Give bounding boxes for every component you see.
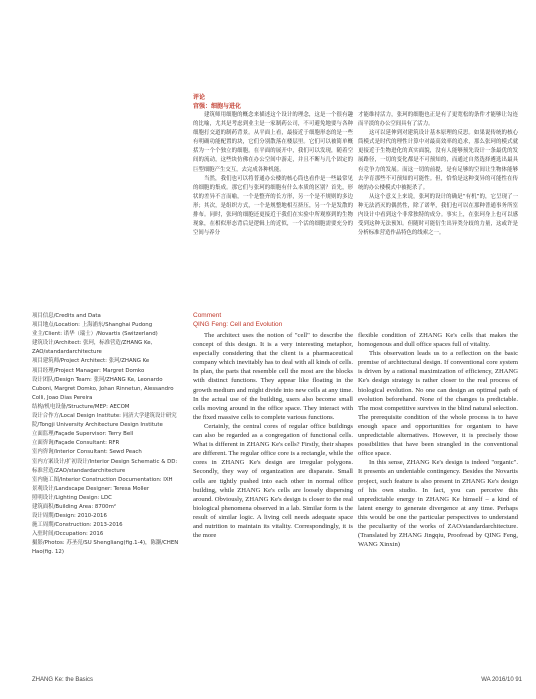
credits-line: 设计合作方/Local Design Institute: 同济大学建筑设计研究院/Tongji University Architecture Design Institute (32, 413, 177, 429)
credits-line: 建筑面积/Building Area: 8700m² (32, 503, 117, 510)
credits-line: 室内施工图/Interior Construction Documentation: IXH (32, 476, 173, 483)
cn-paragraph: 当然，我们也可以将普通办公楼的核心筒也看作是一些最常见的细胞的集成。那它们与张珂的细胞有什么本质的区别？首先，形状的差异不言而喻，一个是整齐的长方形，另一个是不规则的多边形；其次，是组织方式，一个是规整地相互挤压，另一个是发散的排布。同时，张珂的细胞还更接近于我们在实验中所观察到的生物现象，在相似形态背后是逻辑上的近似，一个活的细胞需要充分的空间与养分 (193, 175, 353, 237)
credits-line: 摄影/Photos: 苏圣亮/SU Shengliang(fig.1-4)，陈灏/CHEN Hao(fig. 12) (32, 540, 179, 556)
en-paragraph: The architect uses the notion of "cell" to describe the concept of this design. It is a very interesting metaphor, especially considering that the client is a pharmaceutical company which inevitably has to deal with all kinds of cells. In plan, the parts that resemble cell the most are the blocks with distinct functions. They appear like floating in the growth medium and might divide into new cells at any time. In the actual use of the building, users also become small cells moving around in the office space. They interact with the fixed massive cells to complete various functions. (193, 332, 353, 421)
credits-line: 结构/机电设备/Structure/MEP: AECOM (32, 403, 130, 410)
credits-line: 项目信息/Credits and Data (32, 313, 101, 319)
credits-line: 设计周期/Design: 2010-2016 (32, 513, 107, 520)
cn-paragraph: 才能维持活力，张珂的细胞也正是有了更宽松的条件才能够让勾连而平淡的办公空间具有了活力。 (358, 112, 518, 128)
credits-line: 景观设计/Landscape Designer: Teresa Moller (32, 485, 150, 492)
page-number: WA 2016/10 91 (481, 677, 522, 683)
credits-line: 项目地点/Location: 上海浦东/Shanghai Pudong (32, 322, 153, 329)
running-footer-title: ZHANG Ke: the Basics (32, 677, 94, 683)
en-comment-heading: Comment (193, 312, 222, 319)
cn-paragraph: 建筑师用细胞的概念来描述这个设计的理念，这是一个很有趣的比喻，尤其是考虑到业主是一家制药公司，不可避免地要与各种细胞打交道的制药背景。从平面上看，最接近于细胞形态的是一些有明确功能配置的块，它们分别散落在楼层里。它们可以被简单概括为一个个独立的细胞。在平面的展开中，我们可以发现，随着空间的流动，这些块仿佛在办公空间中游走，并且不断与几个固定的巨型细胞产生交互，去完成各种机能。 (193, 112, 353, 173)
cn-text-column-1 (193, 111, 353, 238)
credits-line: 立面监理/Façade Supervisor: Terry Bell (32, 431, 134, 438)
en-paragraph: flexible condition of ZHANG Ke's cells that makes the homogenous and dull office spaces full of vitality. (358, 332, 518, 349)
credits-line: 设计团队/Design Team: 张珂/ZHANG Ke, Leonardo Cuboni, Margret Domko, Johan Rinnetun, Alessandro Colli, Joao Dias Pereira (32, 376, 174, 401)
en-comment-subtitle: QING Feng: Cell and Evolution (193, 321, 283, 328)
en-paragraph: In this sense, ZHANG Ke's design is indeed "organic". It presents an undeniable contingency. Besides the Novartis project, such feature is also present in ZHANG Ke's design of his own studio. In fact, you can perceive this unpredictable energy in ZHANG Ke himself – a kind of latent energy to generate divergence at any time. Perhaps this would be one the particular perspectives to understand the peculiarity of the works of ZAO/standardarchitecture. (Translated by ZHANG Jingqiu, Proofread by QING Feng, WANG Xinxin) (358, 459, 518, 549)
cn-text-column-2 (358, 111, 518, 238)
en-text-column-1 (193, 331, 353, 540)
en-paragraph: This observation leads us to a reflection on the basic premise of architectural design. If conventional core system is driven by a rational maximization of efficiency, ZHANG Ke's design strategy is rather closer to the real process of biological evolution. No one can design an optimal path of evolution beforehand. None of the changes is predictable. The most competitive survives in the blind natural selection. The prerequisite condition of the whole process is to have enough space and opportunities for organism to have unpredictable alternatives. However, it is precisely those possibilities that have been strangled in the conventional office space. (358, 350, 518, 458)
credits-block (32, 312, 180, 558)
credits-line: 建筑设计/Architect: 张珂，标准营造/ZHANG Ke, ZAO/standardarchitecture (32, 340, 153, 356)
credits-line: 立面咨询/Façade Consultant: RFR (32, 440, 120, 447)
cn-paragraph: 这可以延伸到对建筑设计基本原理的反思。如果说传统的核心筒模式是时代的理性计算中对最高效率的追求，那么张珂的模式就更接近于生物进化的真实面貌，没有人能够预先设计一条最优的发展路径，一切的变化都是不可预知的，而通过自然选择遴选出最具有竞争力的发展。而这一切的前提，是有足够的空间让生物体能够去孕育那些不可预知的可能性。但，恰恰是这种变异的可能性在传统的办公楼模式中被扼杀了。 (358, 130, 518, 191)
credits-line: 入驻时间/Occupation: 2016 (32, 531, 104, 538)
cn-comment-subtitle: 宫强：细胞与进化 (193, 103, 242, 110)
cn-paragraph: 从这个意义上来说，张珂的设计的确是“有机”的，它呈现了一种无法消灭的偶然性，除了诺华，我们也可以在那种普通事务所室内设计中看到这个非常独特的成分。事实上，在张珂身上也可以感受到这种无法预知。但随时可能衍生出异类分歧的力量，这或许是分析标准营造作品特色的线索之一。 (358, 193, 518, 237)
en-text-column-2 (358, 331, 518, 549)
credits-line: 项目经理/Project Manager: Margret Domko (32, 367, 145, 374)
credits-line: 施工周期/Construction: 2013-2016 (32, 522, 123, 529)
cn-comment-heading: 评论 (193, 94, 206, 101)
credits-line: 业主/Client: 诺华（瑞士）/Novartis (Switzerland) (32, 331, 158, 338)
credits-line: 室内方案设计/扩初设计/Interior Design Schematic & DD: 标准营造/ZAO/standardarchitecture (32, 458, 178, 474)
credits-line: 项目建筑师/Project Architect: 张珂/ZHANG Ke (32, 358, 150, 365)
credits-line: 照明设计/Lighting Design: LDC (32, 494, 112, 501)
credits-line: 室内咨询/Interior Consultant: Sewd Peach (32, 449, 142, 456)
en-paragraph: Certainly, the central cores of regular office buildings can also be regarded as a congregation of functional cells. What is different in ZHANG Ke's cells? Firstly, their shapes are different. The regular office core is a rectangle, while the cores in ZHANG Ke's design are irregular polygons. Secondly, they way of organization are disparate. Small cells are tightly pushed into each other in normal office building, while ZHANG Ke's cells are loosely dispersing around. Obviously, ZHANG Ke's design is closer to the real biological phenomena observed in a lab. Similar form is the result of similar logic. A living cell needs adequate space and nutrition to maintain its vitality. Correspondingly, it is the more (193, 422, 354, 540)
